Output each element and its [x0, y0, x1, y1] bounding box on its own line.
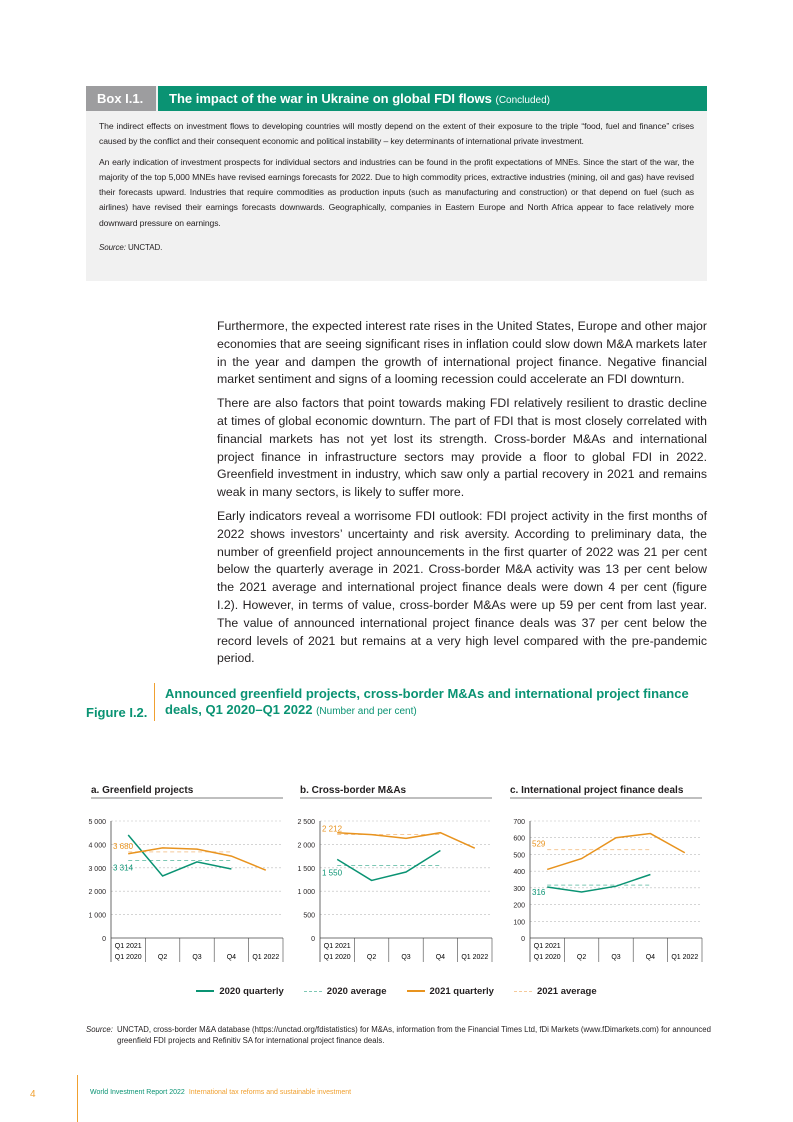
footer-divider — [77, 1075, 78, 1122]
box-title-suffix: (Concluded) — [495, 95, 550, 106]
series-line-2021 — [337, 833, 475, 848]
figure-title-suffix: (Number and per cent) — [316, 706, 417, 717]
average-label: 316 — [532, 888, 546, 898]
y-tick-label: 700 — [513, 819, 525, 826]
legend-label: 2020 average — [326, 986, 387, 997]
x-tick-label: Q1 2020 — [323, 954, 351, 961]
legend-2021-average — [514, 986, 597, 997]
box-title — [158, 86, 707, 111]
x-tick-label: Q2 — [576, 954, 587, 961]
x-tick-label: Q1 2020 — [114, 954, 142, 961]
y-tick-label: 100 — [513, 919, 525, 927]
average-label: 2 212 — [322, 824, 343, 834]
x-tick-label: Q4 — [226, 954, 237, 961]
y-tick-label: 1 500 — [297, 865, 315, 873]
y-tick-label: 300 — [513, 885, 525, 893]
x-tick-label: Q1 2021 — [533, 943, 561, 950]
y-tick-label: 0 — [102, 936, 106, 943]
box-header — [86, 86, 707, 111]
legend-label: 2020 quarterly — [219, 986, 284, 997]
y-tick-label: 2 000 — [88, 889, 106, 897]
source-label: Source: — [86, 1025, 113, 1034]
figure-label: Figure I.2. — [86, 705, 148, 720]
y-tick-label: 1 000 — [88, 912, 106, 920]
x-tick-label: Q1 2021 — [114, 943, 142, 950]
box-source-text: UNCTAD. — [128, 243, 163, 253]
y-tick-label: 1 000 — [297, 889, 315, 897]
x-tick-label: Q1 2022 — [252, 954, 280, 961]
y-tick-label: 400 — [513, 869, 525, 877]
box-source — [99, 240, 694, 255]
y-tick-label: 2 000 — [297, 842, 315, 850]
figure-title — [165, 686, 725, 720]
y-tick-label: 5 000 — [88, 819, 106, 826]
y-tick-label: 600 — [513, 835, 525, 843]
panel-title: b. Cross-border M&As — [300, 785, 407, 796]
y-tick-label: 200 — [513, 902, 525, 910]
x-tick-label: Q3 — [401, 954, 411, 961]
legend-2020-average — [304, 986, 387, 997]
average-label: 3 314 — [113, 863, 134, 873]
box-paragraph: The indirect effects on investment flows to developing countries will mostly depend on the extent of their exposure to the triple “food, fuel and finance” crises caused by the conflict and their consequent economic and political instability – key determinants of international private investment. — [99, 121, 694, 147]
page-number: 4 — [30, 1089, 36, 1100]
x-tick-label: Q4 — [645, 954, 656, 961]
footer-report: World Investment Report 2022 — [90, 1089, 185, 1096]
box-i1 — [86, 86, 707, 281]
body-text — [217, 318, 707, 674]
x-tick-label: Q3 — [611, 954, 621, 961]
footer — [90, 1089, 351, 1096]
source-text: UNCTAD, cross-border M&A database (https://unctad.org/fdistatistics) for M&As, information from the Financial Times Ltd, fDi Markets (www.fDimarkets.com) for announced greenfield FDI projects and Refinitiv SA for international project finance deals. — [117, 1025, 711, 1045]
y-tick-label: 2 500 — [297, 819, 315, 826]
box-paragraph: An early indication of investment prospects for individual sectors and industries can be found in the profit expectations of MNEs. Since the start of the war, the majority of the top 5,000 MNEs have revised earnings forecasts for 2022. Due to high commodity prices, extractive industries (mining, oil and gas) have revised their forecasts upward. Industries that require commodities as production inputs (such as manufacturing and construction) or that depend on fuel (such as airlines) have revised their earnings forecasts downwards. Geographically, companies in Eastern Europe and North Africa appear to face relatively more downward pressure on earnings. — [99, 156, 694, 228]
legend-2021-quarterly — [407, 986, 494, 997]
panel-title: a. Greenfield projects — [91, 785, 194, 796]
x-tick-label: Q1 2020 — [533, 954, 561, 961]
series-line-2020 — [128, 835, 231, 876]
legend-label: 2021 quarterly — [429, 986, 494, 997]
y-tick-label: 3 000 — [88, 865, 106, 873]
x-tick-label: Q2 — [157, 954, 168, 961]
legend-label: 2021 average — [536, 986, 597, 997]
series-line-2021 — [547, 834, 685, 870]
figure-charts — [0, 775, 793, 975]
y-tick-label: 500 — [513, 852, 525, 860]
legend-2020-quarterly — [196, 986, 283, 997]
y-tick-label: 0 — [311, 936, 315, 943]
x-tick-label: Q1 2021 — [323, 943, 351, 950]
y-tick-label: 0 — [521, 936, 525, 943]
box-title-text: The impact of the war in Ukraine on global FDI flows — [169, 91, 492, 106]
chart-legend — [0, 986, 793, 997]
x-tick-label: Q3 — [192, 954, 202, 961]
box-number: Box I.1. — [86, 86, 156, 111]
y-tick-label: 4 000 — [88, 842, 106, 850]
x-tick-label: Q1 2022 — [671, 954, 699, 961]
x-tick-label: Q4 — [435, 954, 446, 961]
panel-title: c. International project finance deals — [510, 785, 684, 796]
body-paragraph: Early indicators reveal a worrisome FDI outlook: FDI project activity in the first months of 2022 shows investors’ uncertainty and risk aversity. According to preliminary data, the number of greenfield project announcements in the first quarter of 2022 was 21 per cent below the quarterly average in 2021. Cross-border M&A activity was 13 per cent below the 2021 average and international project finance deals were down 4 per cent (figure I.2). However, in terms of value, cross-border M&As were up 59 per cent from last year. The value of announced international project finance deals was 37 per cent below the record levels of 2021 but remains at a very high level compared with the pre-pandemic period. — [217, 508, 707, 666]
average-label: 529 — [532, 839, 546, 849]
average-label: 1 550 — [322, 868, 343, 878]
body-paragraph: Furthermore, the expected interest rate rises in the United States, Europe and other major economies that are seeing significant rises in inflation could slow down M&A markets later in the year and dampen the growth of international project finance. Negative financial market sentiment and signs of a looming recession could accelerate an FDI downturn. — [217, 319, 707, 387]
x-tick-label: Q1 2022 — [461, 954, 489, 961]
figure-title-text: Announced greenfield projects, cross-border M&As and international project finance deals, Q1 2020–Q1 2022 — [165, 686, 689, 717]
figure-divider — [154, 683, 155, 721]
footer-subtitle: International tax reforms and sustainable investment — [188, 1089, 352, 1096]
series-line-2020 — [547, 874, 650, 892]
figure-source — [86, 1024, 711, 1046]
x-tick-label: Q2 — [366, 954, 377, 961]
y-tick-label: 500 — [303, 912, 315, 920]
box-source-label: Source: — [99, 243, 126, 253]
average-label: 3 680 — [113, 841, 134, 851]
body-paragraph: There are also factors that point towards making FDI relatively resilient to drastic decline at times of global economic downturn. The part of FDI that is most closely correlated with financial markets has not yet lost its strength. Cross-border M&As and international project finance in infrastructure sectors may provide a floor to global FDI in 2022. Greenfield investment in industry, which saw only a partial recovery in 2021 and remains weak in many sectors, is likely to suffer more. — [217, 396, 707, 500]
